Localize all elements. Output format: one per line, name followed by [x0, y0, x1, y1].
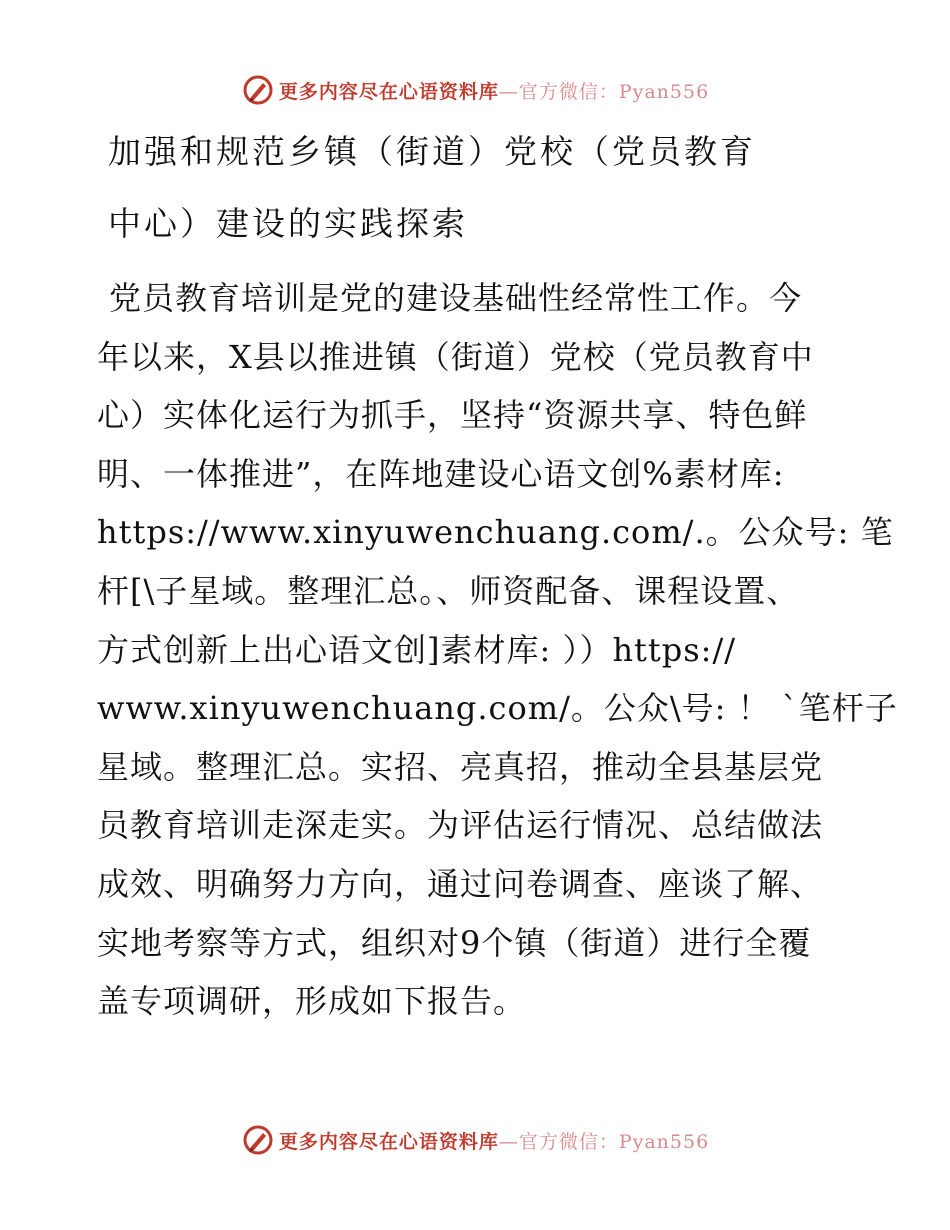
body-line: 杆[\子星域。整理汇总。、师资配备、课程设置、 [97, 571, 800, 610]
document-title-line-2: 中心）建设的实践探索 [108, 204, 468, 243]
body-line: 盖专项调研，形成如下报告。 [97, 982, 527, 1021]
body-line: 实地考察等方式，组织对9个镇（街道）进行全覆 [97, 923, 812, 962]
watermark-contact: 官方微信：Pyan556 [518, 80, 710, 103]
watermark-text [279, 1127, 709, 1154]
footer-watermark-banner [0, 1120, 950, 1160]
body-line: 成效、明确努力方向，通过问卷调查、座谈了解、 [97, 864, 824, 903]
body-line: https://www.xinyuwenchuang.com/.。公众号: 笔 [97, 513, 894, 552]
body-line: 党员教育培训是党的建设基础性经常性工作。今 [109, 279, 803, 317]
watermark-brand: 更多内容尽在心语资料库 [278, 80, 499, 103]
body-line: 方式创新上出心语文创]素材库: ））https:// [97, 630, 737, 669]
watermark-text [279, 77, 709, 104]
watermark-contact: 官方微信：Pyan556 [518, 1130, 710, 1153]
body-line: 心）实体化运行为抓手，坚持“资源共享、特色鲜 [97, 396, 808, 435]
document-title-line-1: 加强和规范乡镇（街道）党校（党员教育 [108, 132, 756, 171]
watermark-brand: 更多内容尽在心语资料库 [278, 1130, 499, 1153]
body-line: 员教育培训走深走实。为评估运行情况、总结做法 [97, 806, 824, 845]
pen-nib-logo-icon [241, 73, 275, 107]
document-body [97, 275, 898, 1037]
body-line: 明、一体推进”，在阵地建设心语文创%素材库: [97, 454, 785, 493]
body-line: 星域。整理汇总。实招、亮真招，推动全县基层党 [97, 747, 824, 786]
body-line: www.xinyuwenchuang.com/。公众\号: ！ `笔杆子 [97, 689, 898, 728]
body-line: 年以来，X县以推进镇（街道）党校（党员教育中 [97, 337, 814, 376]
pen-nib-logo-icon [241, 1123, 275, 1157]
watermark-dash: — [498, 80, 519, 103]
header-watermark-banner [0, 70, 950, 110]
watermark-dash: — [498, 1130, 519, 1153]
